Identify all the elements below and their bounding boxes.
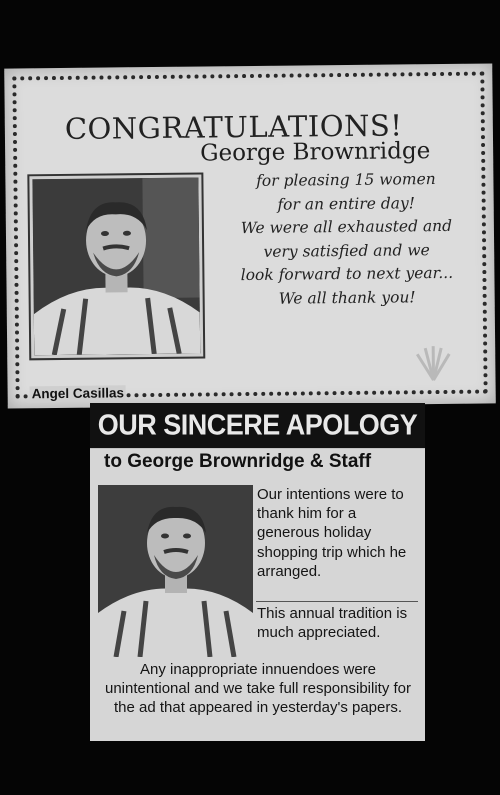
message-line: We were all exhausted and [240,216,453,238]
apology-heading: OUR SINCERE APOLOGY [90,403,425,448]
congratulations-clipping [4,63,496,408]
message-line: We all thank you! [278,287,416,308]
congratulations-message [218,168,474,312]
man-portrait-illustration [98,485,253,657]
photo-credit: Angel Casillas [31,385,125,402]
apology-subheading: to George Brownridge & Staff [104,451,372,472]
man-portrait-illustration [32,178,200,356]
divider [256,601,418,602]
photo-image [32,178,200,356]
message-line: very satisfied and we [263,240,430,261]
apology-paragraph-3: Any inappropriate innuendoes were unintentional and we take full responsibility for the ad that appeared in yesterday's papers. [104,661,411,717]
apology-paragraph-1: Our intentions were to thank him for a generous holiday shopping trip which he arranged. [257,486,407,580]
portrait-photo-1 [27,172,205,360]
message-line: for an entire day! [277,193,416,214]
congratulations-heading: CONGRATULATIONS! [64,108,403,146]
apology-paragraph-2: This annual tradition is much appreciated. [257,605,408,642]
message-line: look forward to next year... [240,263,454,285]
peacock-logo-icon [407,344,459,385]
portrait-photo-2 [98,485,253,657]
message-line: for pleasing 15 women [256,170,436,190]
apology-clipping [90,403,425,741]
honoree-name: George Brownridge [199,138,431,167]
